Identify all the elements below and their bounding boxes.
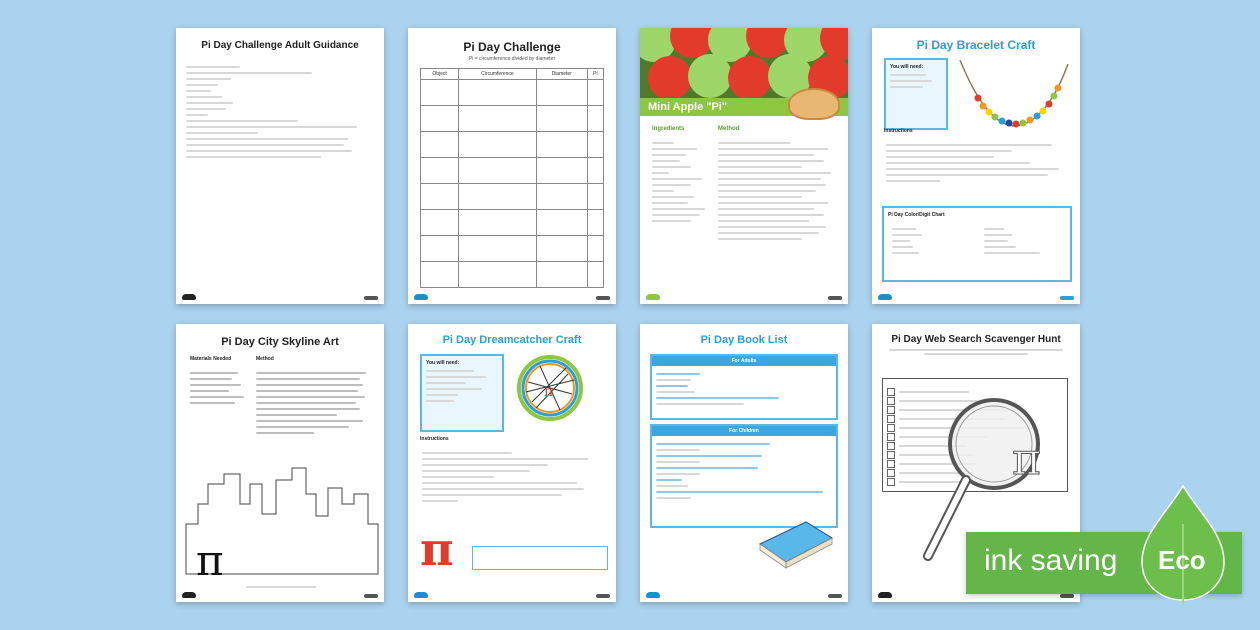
sheet-title: Pi Day Book List xyxy=(700,334,788,346)
ink-saving-label: ink saving xyxy=(984,544,1118,577)
children-box xyxy=(650,424,838,528)
instructions-list xyxy=(886,140,1066,186)
chart-label: Pi Day Color/Digit Chart xyxy=(888,212,945,218)
children-heading: For Children xyxy=(652,426,836,436)
ingredients-list xyxy=(652,138,708,226)
bracelet-illustration xyxy=(956,54,1072,134)
you-will-need-box xyxy=(884,58,948,130)
instructions-heading: Instructions xyxy=(420,436,449,442)
sheet-title: Pi Day Dreamcatcher Craft xyxy=(442,334,582,346)
you-will-need-box xyxy=(420,354,504,432)
col-object: Object xyxy=(421,69,459,80)
twinkl-logo-icon xyxy=(646,592,660,598)
sheet-dreamcatcher-craft[interactable] xyxy=(408,324,616,602)
guidance-text xyxy=(186,62,366,162)
sheet-title: Pi Day Challenge xyxy=(463,40,561,54)
sheet-title: Pi Day City Skyline Art xyxy=(221,336,339,348)
materials-list xyxy=(190,368,250,408)
pie-image xyxy=(788,88,840,120)
sheet-title: Pi Day Bracelet Craft xyxy=(916,38,1036,52)
page-mark-icon xyxy=(1060,594,1074,598)
pi-symbol: π xyxy=(196,536,224,585)
pi-digits-strip xyxy=(472,546,608,570)
pi-symbol: π xyxy=(420,522,454,576)
instructions-heading: Instructions xyxy=(884,128,913,134)
instructions-list xyxy=(422,448,602,506)
sheet-title: Pi Day Web Search Scavenger Hunt xyxy=(891,334,1061,345)
you-will-need-label: You will need: xyxy=(890,64,924,70)
page-mark-icon xyxy=(828,296,842,300)
twinkl-logo-icon xyxy=(414,592,428,598)
dreamcatcher-illustration xyxy=(516,354,584,422)
sheet-subtitle: Pi = circumference divided by diameter xyxy=(468,56,556,62)
caption-line xyxy=(246,586,316,588)
sheet-book-list[interactable] xyxy=(640,324,848,602)
twinkl-logo-icon xyxy=(414,294,428,300)
adults-heading: For Adults xyxy=(652,356,836,366)
twinkl-logo-icon xyxy=(646,294,660,300)
page-mark-icon xyxy=(364,296,378,300)
recipe-title-banner: Mini Apple "Pi" xyxy=(640,98,848,116)
sheet-mini-apple-pi[interactable] xyxy=(640,28,848,304)
col-pi: Pi xyxy=(587,69,603,80)
method-heading: Method xyxy=(718,126,740,132)
col-diameter: Diameter xyxy=(536,69,587,80)
method-list xyxy=(256,368,372,438)
twinkl-logo-icon xyxy=(182,592,196,598)
eco-badge-label: Eco xyxy=(1158,545,1206,575)
measurement-table xyxy=(420,68,604,288)
twinkl-logo-icon xyxy=(878,592,892,598)
sheet-title: Pi Day Challenge Adult Guidance xyxy=(201,40,359,51)
page-mark-icon xyxy=(364,594,378,598)
sheet-adult-guidance[interactable] xyxy=(176,28,384,304)
you-will-need-label: You will need: xyxy=(426,360,460,366)
twinkl-logo-icon xyxy=(878,294,892,300)
twinkl-logo-icon xyxy=(182,294,196,300)
pi-symbol: π xyxy=(1012,434,1041,485)
color-digit-chart xyxy=(882,206,1072,282)
sheet-city-skyline-art[interactable] xyxy=(176,324,384,602)
ingredients-heading: Ingredients xyxy=(652,126,685,132)
sheet-bracelet-craft[interactable] xyxy=(872,28,1080,304)
page-mark-icon xyxy=(596,296,610,300)
method-list xyxy=(718,138,838,244)
svg-text:π: π xyxy=(544,384,554,400)
col-circumference: Circumference xyxy=(459,69,537,80)
adults-box xyxy=(650,354,838,420)
eco-leaf-icon xyxy=(1140,484,1226,604)
page-mark-icon xyxy=(1060,296,1074,300)
page-mark-icon xyxy=(828,594,842,598)
sheet-pi-day-challenge[interactable] xyxy=(408,28,616,304)
page-mark-icon xyxy=(596,594,610,598)
materials-heading: Materials Needed xyxy=(190,356,232,362)
method-heading: Method xyxy=(256,356,274,362)
book-illustration xyxy=(756,516,836,572)
